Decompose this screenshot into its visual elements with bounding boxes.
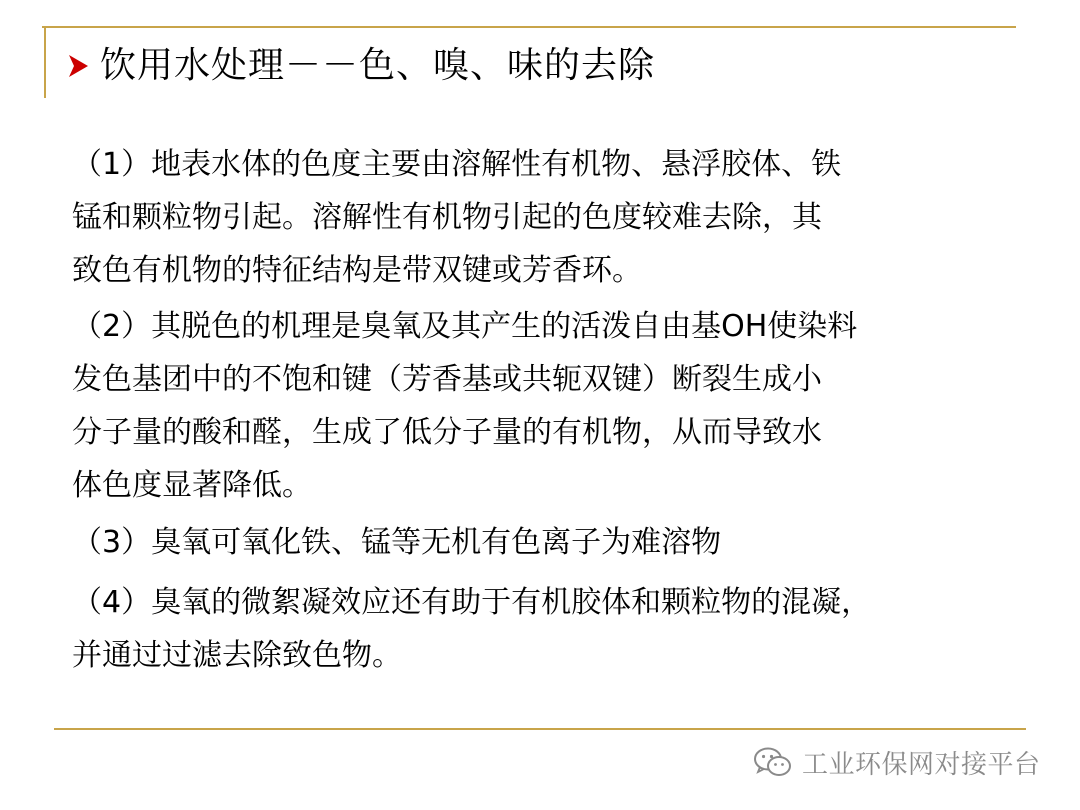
watermark (752, 744, 1041, 780)
paragraph-line: 发色基团中的不饱和键（芳香基或共轭双键）断裂生成小 (72, 362, 822, 397)
top-rule (42, 26, 1016, 28)
paragraph-line: 并通过过滤去除致色物。 (72, 638, 402, 673)
watermark-text: 工业环保网对接平台 (802, 749, 1041, 780)
paragraph-line: 体色度显著降低。 (72, 468, 312, 503)
paragraph-line: （3）臭氧可氧化铁、锰等无机有色离子为难溶物 (72, 525, 722, 560)
paragraph-1 (72, 138, 1038, 297)
slide-title: 饮用水处理－－色、嗅、味的去除 (100, 45, 656, 86)
title-row (66, 40, 655, 92)
paragraph-line: 分子量的酸和醛，生成了低分子量的有机物，从而导致水 (72, 415, 822, 450)
bottom-rule (54, 728, 1026, 730)
arrow-bullet-icon (66, 51, 92, 81)
left-rule (44, 26, 46, 98)
paragraph-2 (72, 300, 1038, 512)
paragraph-line: （2）其脱色的机理是臭氧及其产生的活泼自由基OH使染料 (72, 309, 858, 344)
paragraph-line: （1）地表水体的色度主要由溶解性有机物、悬浮胶体、铁 (72, 147, 842, 182)
wechat-icon (752, 745, 794, 779)
paragraph-line: 致色有机物的特征结构是带双键或芳香环。 (72, 253, 642, 288)
paragraph-line: （4）臭氧的微絮凝效应还有助于有机胶体和颗粒物的混凝， (72, 585, 872, 620)
paragraph-3 (72, 516, 1038, 569)
paragraph-line: 锰和颗粒物引起。溶解性有机物引起的色度较难去除，其 (72, 200, 822, 235)
paragraph-4 (72, 576, 1038, 682)
